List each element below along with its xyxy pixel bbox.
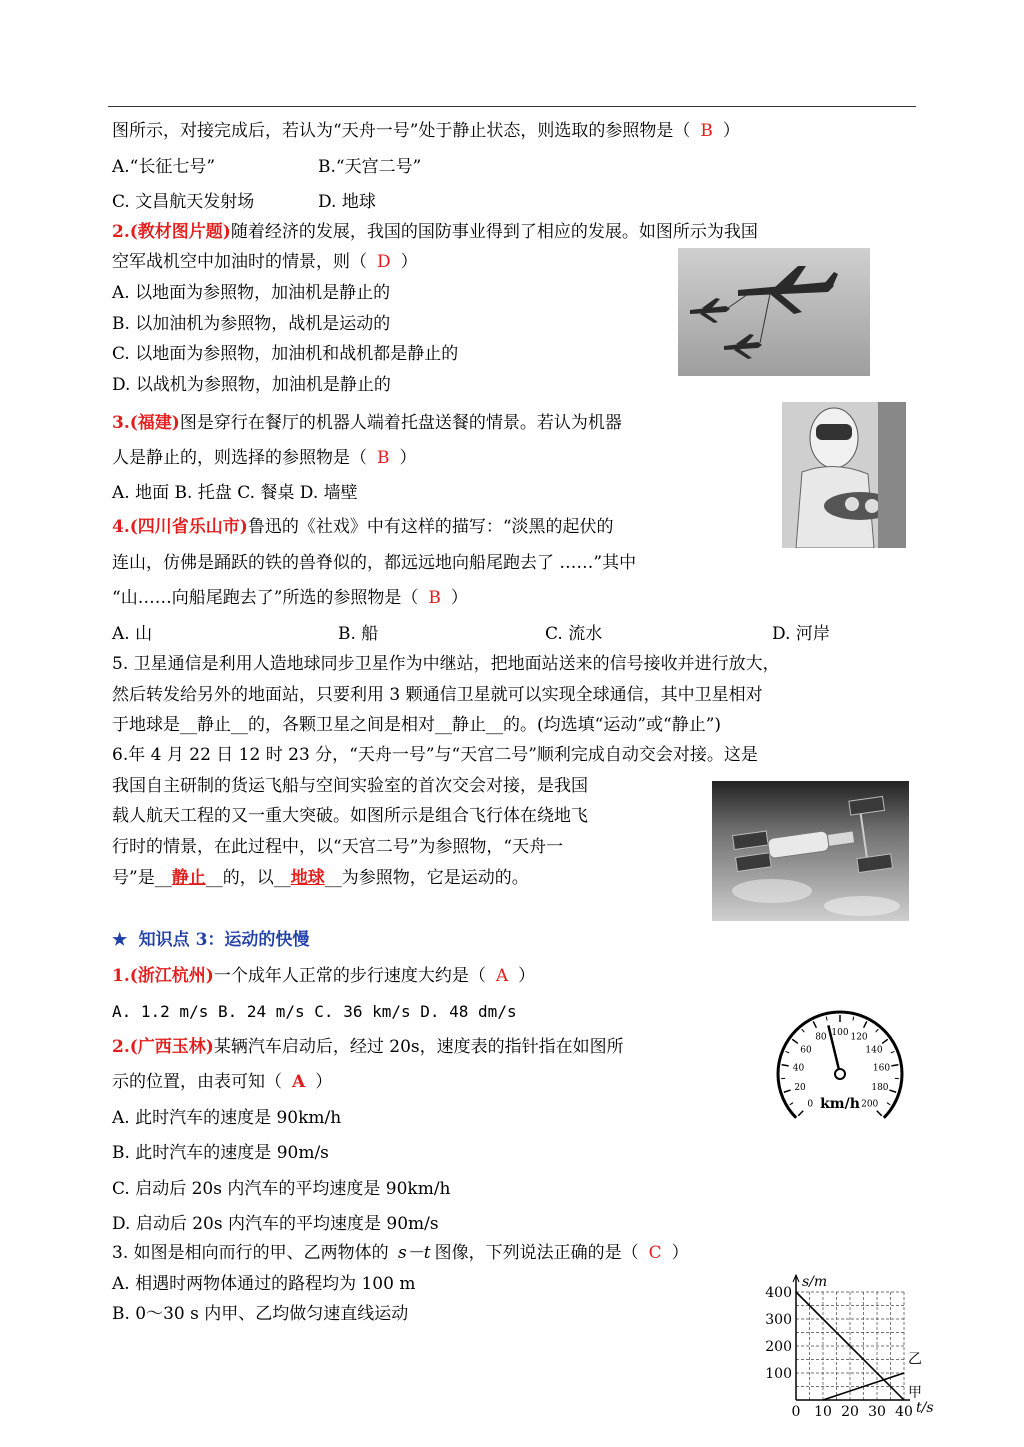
- dial-minor-tick: [891, 1051, 895, 1053]
- k2-answer: A: [292, 1072, 306, 1092]
- y-tick-label: 100: [765, 1366, 792, 1382]
- dial-minor-tick: [887, 1103, 890, 1105]
- k2-stem-line2: [112, 1072, 332, 1092]
- q5-blank2: __静止__: [435, 715, 503, 735]
- q3-stem2: 人是静止的，则选择的参照物是（: [112, 448, 367, 468]
- k2-option-a: A. 此时汽车的速度是 90km/h: [112, 1108, 342, 1128]
- y-tick-label: 300: [765, 1312, 792, 1328]
- dial-unit: km/h: [820, 1096, 860, 1112]
- q6-blank1: 静止: [171, 868, 206, 888]
- dial-minor-tick: [790, 1103, 793, 1105]
- q2-stem2: 空军战机空中加油时的情景，则（: [112, 252, 367, 272]
- dial-minor-tick: [785, 1051, 789, 1053]
- series-label: 乙: [908, 1351, 922, 1368]
- k2-stem2: 示的位置，由表可知（: [112, 1072, 282, 1092]
- k3-option-b: B. 0～30 s 内甲、乙均做匀速直线运动: [112, 1304, 409, 1324]
- dial-minor-tick: [802, 1029, 805, 1032]
- speedometer-dial: [768, 1000, 914, 1122]
- q5-line3: [112, 715, 721, 735]
- dial-tick-label: 40: [792, 1063, 805, 1074]
- k2-option-c: C. 启动后 20s 内汽车的平均速度是 90km/h: [112, 1179, 451, 1199]
- dial-tick-label: 20: [794, 1082, 806, 1093]
- q4-stem1: 鲁迅的《社戏》中有这样的描写：“淡黑的起伏的: [247, 517, 614, 537]
- section-title-text: 知识点 3：运动的快慢: [138, 930, 310, 950]
- q-prev-stem: [112, 121, 740, 141]
- k2-close: ）: [315, 1072, 333, 1092]
- q6-blank1-post: __: [205, 868, 223, 888]
- q6-blank1-pre: __: [154, 868, 172, 888]
- q2-answer: D: [377, 252, 391, 272]
- q6-blank2: 地球: [290, 868, 325, 888]
- q6-line2: 我国自主研制的货运飞船与空间实验室的首次交会对接，是我国: [112, 776, 588, 796]
- q-prev-answer: B: [700, 121, 713, 141]
- x-tick-label: 30: [868, 1404, 886, 1420]
- q4-tag: (四川省乐山市): [129, 517, 248, 537]
- k1-tag: (浙江杭州): [129, 966, 214, 986]
- q6-blank2-post: __: [324, 868, 342, 888]
- dial-minor-tick: [894, 1065, 898, 1066]
- dial-tick-label: 160: [872, 1063, 891, 1074]
- q6-blank2-pre: __: [273, 868, 291, 888]
- q-prev-close: ）: [722, 121, 740, 141]
- y-tick-label: 400: [765, 1285, 792, 1301]
- q3-answer: B: [377, 448, 390, 468]
- q2-stem1: 随着经济的发展，我国的国防事业得到了相应的发展。如图所示为我国: [230, 222, 758, 242]
- robot-image: [782, 402, 906, 548]
- q5-line3b: 的，各颗卫星之间是相对: [248, 715, 435, 735]
- q2-number: 2.: [112, 222, 130, 242]
- k3-stem-var: s－t: [398, 1243, 431, 1263]
- q-prev-option-a: A.“长征七号”: [112, 157, 216, 177]
- y-axis-label: s/m: [802, 1274, 828, 1290]
- dial-hub: [835, 1069, 845, 1079]
- q2-option-d: D. 以战机为参照物，加油机是静止的: [112, 375, 391, 395]
- q3-stem-line1: [112, 413, 622, 433]
- dial-tick-label: 200: [861, 1099, 879, 1110]
- k3-answer: C: [648, 1243, 662, 1263]
- k1-stem-text: 一个成年人正常的步行速度大约是（: [213, 966, 486, 986]
- q3-number: 3.: [112, 413, 130, 433]
- section-title: [112, 930, 309, 950]
- dial-minor-tick: [782, 1065, 786, 1066]
- dial-tick-label: 120: [850, 1032, 868, 1043]
- k1-stem: [112, 966, 535, 986]
- q2-option-b: B. 以加油机为参照物，战机是运动的: [112, 314, 391, 334]
- q2-stem-line1: [112, 222, 758, 242]
- dial-tick-label: 140: [865, 1045, 883, 1056]
- k1-answer: A: [495, 966, 509, 986]
- spacecraft-image: [712, 781, 909, 921]
- q4-stem2: 连山，仿佛是踊跃的铁的兽脊似的，都远远地向船尾跑去了 ……”其中: [112, 553, 637, 573]
- y-tick-label: 200: [765, 1339, 792, 1355]
- k2-option-b: B. 此时汽车的速度是 90m/s: [112, 1143, 329, 1163]
- q6-line5a: 号”是: [112, 868, 155, 888]
- x-axis-label: t/s: [916, 1400, 934, 1416]
- speedometer: [768, 1000, 914, 1122]
- q3-stem1: 图是穿行在餐厅的机器人端着托盘送餐的情景。若认为机器: [179, 413, 622, 433]
- q4-option-a: A. 山: [112, 624, 153, 644]
- k3-stem-a: 3. 如图是相向而行的甲、乙两物体的: [112, 1243, 389, 1263]
- k2-tag: (广西玉林): [129, 1037, 214, 1057]
- k2-option-d: D. 启动后 20s 内汽车的平均速度是 90m/s: [112, 1214, 439, 1234]
- q4-answer: B: [428, 588, 441, 608]
- dial-tick-label: 100: [831, 1028, 849, 1038]
- q3-tag: (福建): [129, 413, 180, 433]
- robot-illustration: [782, 402, 906, 548]
- q3-close: ）: [399, 448, 417, 468]
- q4-option-d: D. 河岸: [772, 624, 830, 644]
- q4-number: 4.: [112, 517, 130, 537]
- q-prev-option-c: C. 文昌航天发射场: [112, 192, 255, 212]
- q6-line5c: 为参照物，它是运动的。: [341, 868, 529, 888]
- k3-stem: [112, 1243, 689, 1263]
- q-prev-stem-text: 图所示，对接完成后，若认为“天舟一号”处于静止状态，则选取的参照物是（: [112, 121, 691, 141]
- q5-line3c: 的。(均选填“运动”或“静止”): [503, 715, 722, 735]
- dial-tick-label: 60: [800, 1045, 812, 1056]
- q2-option-a: A. 以地面为参照物，加油机是静止的: [112, 283, 391, 303]
- q5-line2: 然后转发给另外的地面站，只要利用 3 颗通信卫星就可以实现全球通信，其中卫星相对: [112, 685, 763, 705]
- q6-line5: [112, 868, 529, 888]
- header-rule: [108, 106, 916, 107]
- q3-stem-line2: [112, 448, 417, 468]
- q3-options: A. 地面 B. 托盘 C. 餐桌 D. 墙壁: [112, 483, 358, 503]
- q5-line1: 5. 卫星通信是利用人造地球同步卫星作为中继站，把地面站送来的信号接收并进行放大，: [112, 654, 780, 674]
- x-tick-label: 10: [814, 1404, 832, 1420]
- q4-stem3: “山……向船尾跑去了”所选的参照物是（: [112, 588, 419, 608]
- refueling-image: [678, 248, 870, 376]
- dial-tick-label: 0: [807, 1099, 814, 1110]
- k2-stem-line1: [112, 1037, 624, 1057]
- series-label: 甲: [908, 1385, 922, 1401]
- q2-option-c: C. 以地面为参照物，加油机和战机都是静止的: [112, 344, 459, 364]
- dial-minor-tick: [784, 1091, 788, 1092]
- q-prev-option-b: B.“天宫二号”: [318, 157, 422, 177]
- dial-tick-label: 180: [871, 1082, 889, 1093]
- q5-line3a: 于地球是: [112, 715, 180, 735]
- q4-option-b: B. 船: [338, 624, 379, 644]
- k2-stem1: 某辆汽车启动后，经过 20s，速度表的指针指在如图所: [213, 1037, 624, 1057]
- dial-minor-tick: [826, 1017, 827, 1021]
- q6-line4: 行时的情景，在此过程中，以“天宫二号”为参照物，“天舟一: [112, 837, 564, 857]
- star-icon: ★: [112, 930, 128, 950]
- k1-options: A. 1.2 m/s B. 24 m/s C. 36 km/s D. 48 dm/s: [112, 1002, 517, 1021]
- q-prev-option-d: D. 地球: [318, 192, 376, 212]
- q4-stem-line1: [112, 517, 614, 537]
- k3-close: ）: [671, 1243, 689, 1263]
- q4-stem-line3: [112, 588, 468, 608]
- st-chart: [752, 1264, 952, 1424]
- q2-stem-line2: [112, 252, 418, 272]
- k3-stem-b: 图像，下列说法正确的是（: [434, 1243, 639, 1263]
- dial-tick-label: 80: [815, 1032, 827, 1043]
- q6-line3: 载人航天工程的又一重大突破。如图所示是组合飞行体在绕地飞: [112, 806, 588, 826]
- dial-minor-tick: [892, 1091, 896, 1092]
- x-tick-label: 40: [895, 1404, 913, 1420]
- x-tick-label: 0: [791, 1404, 801, 1420]
- q6-line5b: 的，以: [222, 868, 274, 888]
- q4-option-c: C. 流水: [545, 624, 603, 644]
- x-tick-label: 20: [841, 1404, 859, 1420]
- dial-minor-tick: [876, 1029, 879, 1032]
- q2-close: ）: [400, 252, 418, 272]
- q5-blank1: __静止__: [180, 715, 248, 735]
- refueling-illustration: [678, 248, 870, 376]
- spacecraft-illustration: [712, 781, 909, 921]
- dial-minor-tick: [853, 1017, 854, 1021]
- st-chart-svg: [752, 1264, 952, 1424]
- q6-line1: 6.年 4 月 22 日 12 时 23 分，“天舟一号”与“天宫二号”顺利完成自动交会对接。这是: [112, 745, 758, 765]
- k1-number: 1.: [112, 966, 130, 986]
- q4-close: ）: [450, 588, 468, 608]
- q2-tag: (教材图片题): [129, 222, 231, 242]
- k1-close: ）: [518, 966, 536, 986]
- k2-number: 2.: [112, 1037, 130, 1057]
- k3-option-a: A. 相遇时两物体通过的路程均为 100 m: [112, 1274, 416, 1294]
